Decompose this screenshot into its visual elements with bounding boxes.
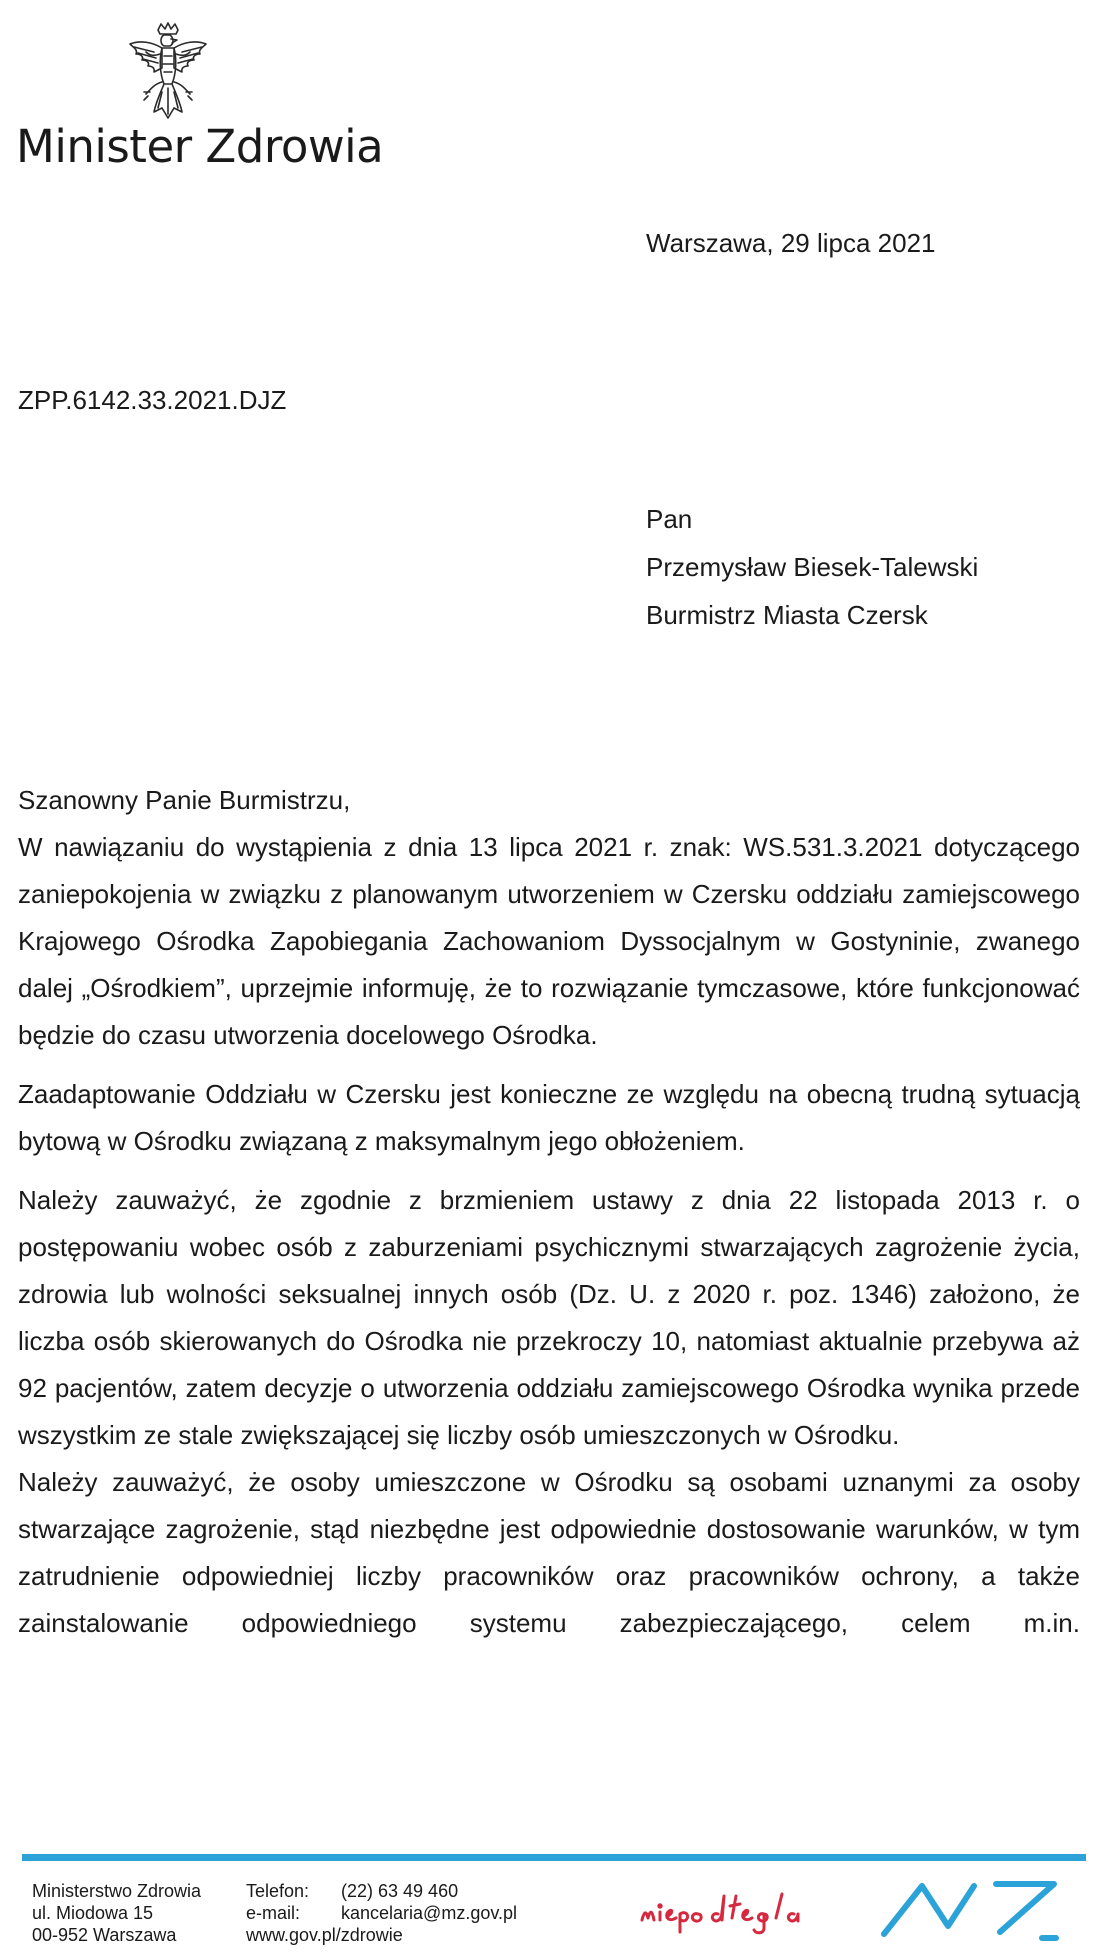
letter-body bbox=[18, 777, 1080, 1647]
paragraph: Należy zauważyć, że osoby umieszczone w Ośrodku są osobami uznanymi za osoby stwarzające zagrożenie, stąd niezbędne jest odpowiednie dostosowanie warunków, w tym zatrudnienie odpowiedniej liczby pracowników oraz pracowników ochrony, a także zainstalowanie odpowiedniego systemu zabezpieczającego, celem m.in. bbox=[18, 1467, 1080, 1638]
addressee-position: Burmistrz Miasta Czersk bbox=[646, 600, 928, 630]
footer-org-name: Ministerstwo Zdrowia bbox=[32, 1881, 202, 1901]
salutation: Szanowny Panie Burmistrzu, bbox=[18, 785, 351, 815]
phone-value: (22) 63 49 460 bbox=[341, 1881, 459, 1901]
email-label: e-mail: bbox=[246, 1903, 301, 1923]
reference-number: ZPP.6142.33.2021.DJZ bbox=[18, 385, 287, 415]
paragraph: Zaadaptowanie Oddziału w Czersku jest konieczne ze względu na obecną trudną sytuacją bytową w Ośrodku związaną z maksymalnym jego obłożeniem. bbox=[18, 1079, 1080, 1156]
addressee-title: Pan bbox=[646, 504, 693, 534]
paragraph: W nawiązaniu do wystąpienia z dnia 13 lipca 2021 r. znak: WS.531.3.2021 dotyczącego zaniepokojenia w związku z planowanym utworzeniem w Czersku oddziału zamiejscowego Krajowego Ośrodka Zapobiegania Zachowaniom Dyssocjalnym w Gostyninie, zwanego dalej „Ośrodkiem”, uprzejmie informuję, że to rozwiązanie tymczasowe, które funkcjonować będzie do czasu utworzenia docelowego Ośrodka. bbox=[18, 832, 1080, 1050]
institution-name: Minister Zdrowia bbox=[16, 120, 384, 173]
footer-postal: 00-952 Warszawa bbox=[32, 1925, 177, 1945]
footer-divider bbox=[22, 1854, 1086, 1861]
website-link[interactable]: www.gov.pl/zdrowie bbox=[246, 1925, 403, 1945]
footer-street: ul. Miodowa 15 bbox=[32, 1903, 154, 1923]
paragraph: Należy zauważyć, że zgodnie z brzmieniem ustawy z dnia 22 listopada 2013 r. o postępowaniu wobec osób z zaburzeniami psychicznymi stwarzających zagrożenie życia, zdrowia lub wolności seksualnej innych osób (Dz. U. z 2020 r. poz. 1346) założono, że liczba osób skierowanych do Ośrodka nie przekroczy 10, natomiast aktualnie przebywa aż 92 pacjentów, zatem decyzje o utworzenia oddziału zamiejscowego Ośrodka wynika przede wszystkim ze stale zwiększającej się liczby osób umieszczonych w Ośrodku. bbox=[18, 1185, 1080, 1450]
mz-logo-icon bbox=[878, 1862, 1068, 1952]
footer-contact bbox=[246, 1880, 517, 1946]
footer-address bbox=[32, 1880, 201, 1946]
letter-date: Warszawa, 29 lipca 2021 bbox=[646, 228, 936, 258]
addressee-name: Przemysław Biesek-Talewski bbox=[646, 552, 979, 582]
addressee-block bbox=[646, 495, 978, 639]
email-value[interactable]: kancelaria@mz.gov.pl bbox=[341, 1903, 518, 1923]
phone-label: Telefon: bbox=[246, 1881, 310, 1901]
polish-eagle-emblem-icon bbox=[124, 22, 212, 122]
niepodlegla-logo-icon bbox=[636, 1874, 836, 1944]
